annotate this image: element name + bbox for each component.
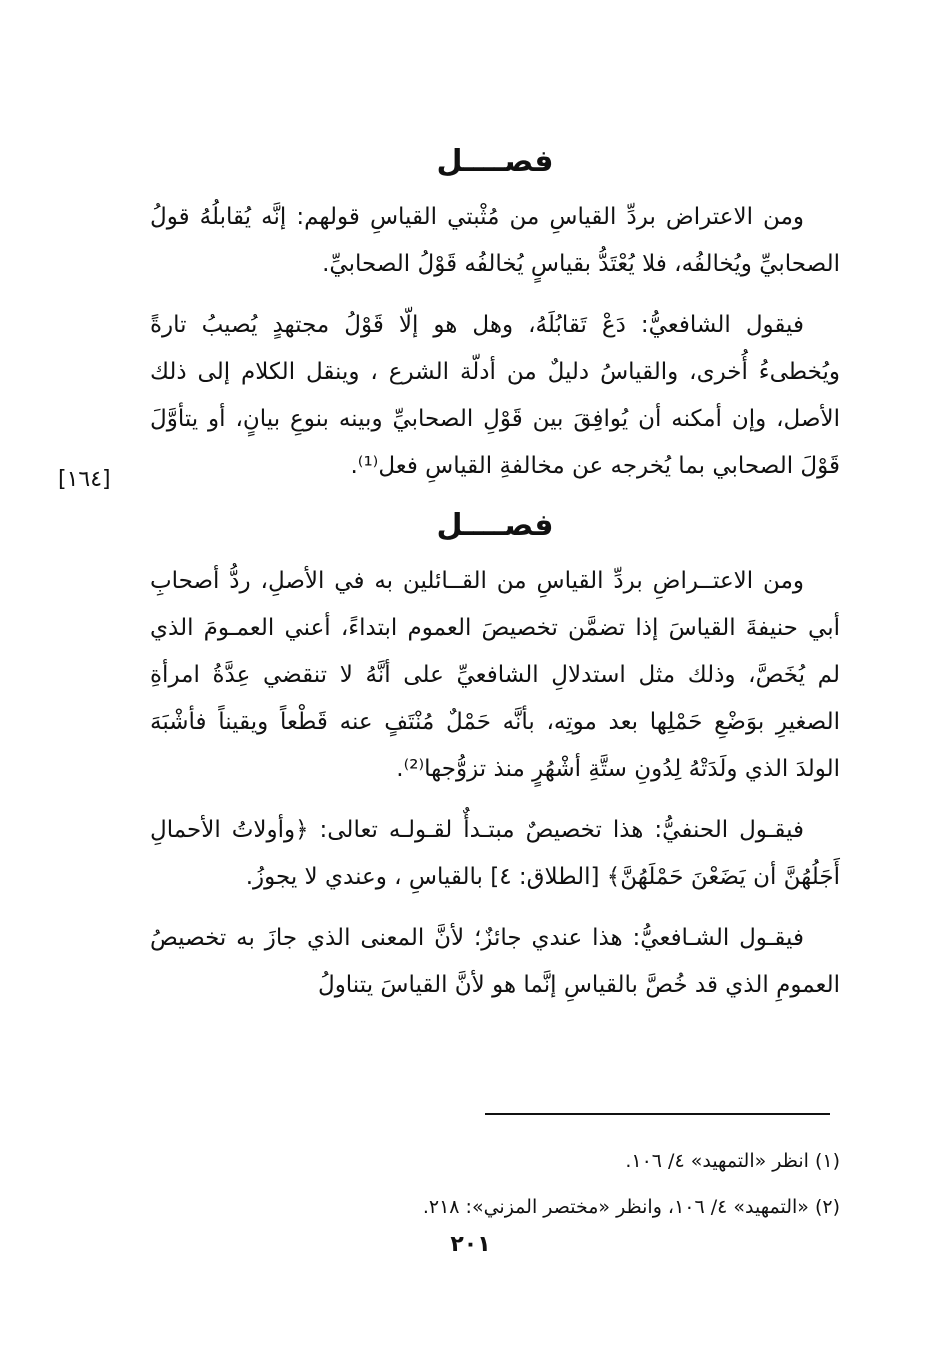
section-heading: فصــــل [436, 508, 554, 543]
footnotes [150, 1138, 840, 1230]
main-text [150, 140, 840, 1023]
paragraph: فيقول الشافعيُّ: دَعْ تَقابُلَهُ، وهل هو إلّا قَوْلُ مجتهدٍ يُصيبُ تارةً ويُخطىءُ أُخرى، والقياسُ دليلٌ من أدلّة الشرع ، وينقل الكلام إلى ذلك الأصل، وإن أمكنه أن يُوافِقَ بين قَوْلِ الصحابيِّ وبينه بنوعِ بيانٍ، أو يتأوَّلَ قَوْلَ الصحابي بما يُخرجه عن مخالفةِ القياسِ فعل⁽¹⁾. [150, 312, 840, 479]
section-2 [150, 504, 840, 1009]
paragraph: ومن الاعتراض بردِّ القياسِ من مُثْبتي القياسِ قولهم: إنَّه يُقابلُهُ قولُ الصحابيِّ ويُخالفُه، فلا يُعْتَدُّ بقياسٍ يُخالفُه قَوْلُ الصحابيِّ. [150, 204, 840, 277]
section-1 [150, 140, 840, 490]
footnote: (١) انظر «التمهيد» ٤/ ١٠٦. [625, 1150, 840, 1172]
page-number: ٢٠١ [450, 1232, 491, 1257]
footnote: (٢) «التمهيد» ٤/ ١٠٦، وانظر «مختصر المزني»: ٢١٨. [422, 1196, 840, 1218]
paragraph: ومن الاعتــراضِ بردِّ القياسِ من القــائلين به في الأصلِ، ردُّ أصحابِ أبي حنيفةَ القياسَ إذا تضمَّن تخصيصَ العموم ابتداءً، أعني العمـومَ الذي لم يُخَصَّ، وذلك مثل استدلالِ الشافعيِّ على أنَّهُ لا تنقضي عِدَّةُ امرأةِ الصغيرِ بوَضْعِ حَمْلِها بعد موتِه، بأنَّه حَمْلٌ مُنْتَفٍ عنه قَطْعاً ويقيناً فأشْبَهَ الولدَ الذي ولَدَتْهُ لِدُونِ ستَّةِ أشْهُرٍ منذ تزوُّجها⁽²⁾. [150, 568, 840, 782]
margin-page-reference: [١٦٤] [58, 467, 111, 492]
section-heading: فصــــل [436, 144, 554, 179]
paragraph: فيقـول الشـافعيُّ: هذا عندي جائزٌ؛ لأنَّ المعنى الذي جازَ به تخصيصُ العمومِ الذي قد خُصَّ بالقياسِ إنَّما هو لأنَّ القياسَ يتناولُ [150, 925, 840, 998]
footnote-separator [485, 1113, 830, 1115]
paragraph: فيقـول الحنفيُّ: هذا تخصيصٌ مبتـدأٌ لقـولـه تعالى: ﴿وأولاتُ الأحمالِ أَجَلُهُنَّ أن يَضَعْنَ حَمْلَهُنَّ﴾ [الطلاق: ٤] بالقياسِ ، وعندي لا يجوزُ. [150, 817, 840, 890]
